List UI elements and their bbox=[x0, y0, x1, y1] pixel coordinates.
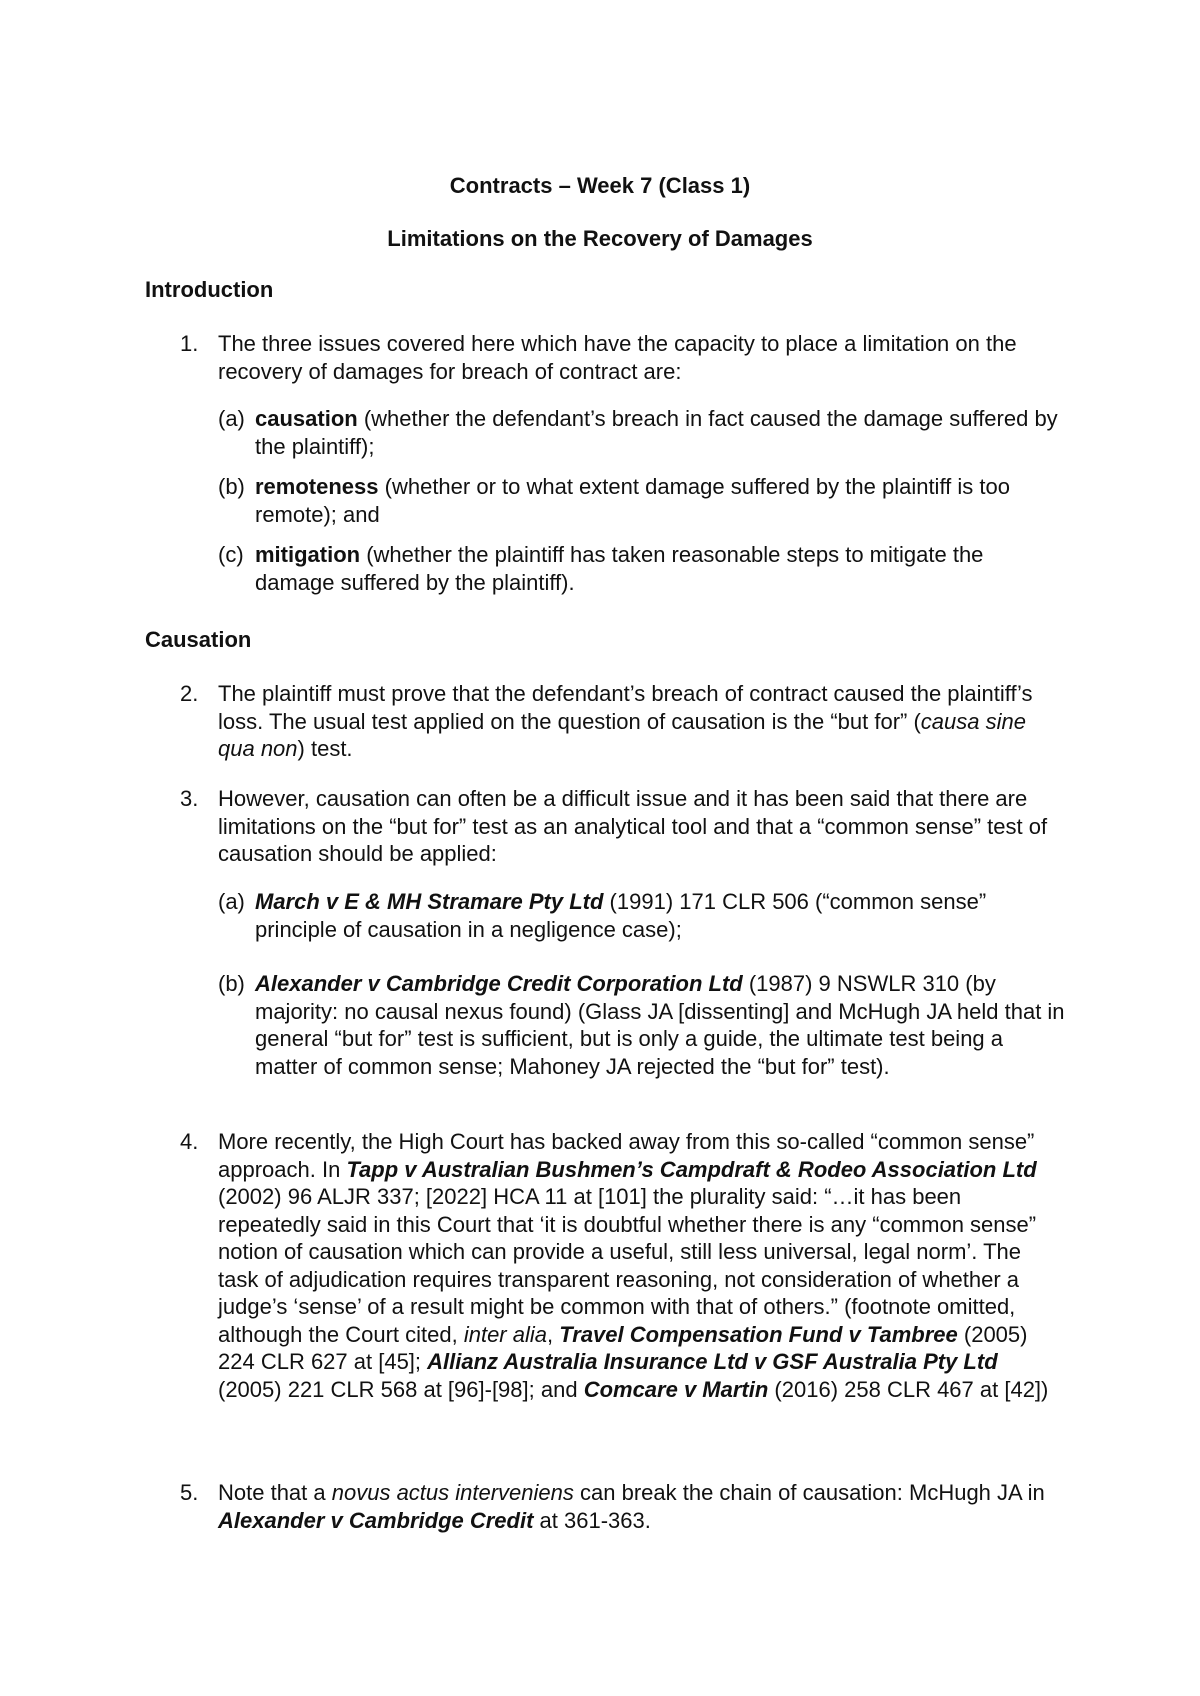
case-name: Alexander v Cambridge Credit bbox=[218, 1507, 534, 1533]
item-text: (whether the defendant’s breach in fact caused the damage suffered by the plaintiff); bbox=[255, 406, 1058, 459]
item-text: (whether the plaintiff has taken reasonable steps to mitigate the damage suffered by the plaintiff). bbox=[255, 542, 984, 595]
text-run: (2016) 258 CLR 467 at [42]) bbox=[768, 1376, 1049, 1402]
text-run: at 361-363. bbox=[533, 1507, 651, 1533]
item-label: (b) bbox=[218, 971, 245, 996]
item-label: (a) bbox=[218, 406, 245, 431]
case-name: Alexander v Cambridge Credit Corporation Ltd bbox=[255, 971, 743, 996]
paragraph-3: However, causation can often be a difficult issue and it has been said that there are limitations on the “but for” test as an analytical tool and that a “common sense” test of causation should be applied: bbox=[218, 786, 1048, 866]
case-name: Comcare v Martin bbox=[583, 1376, 769, 1402]
text-run: (2005) 221 CLR 568 at [96]-[98]; and bbox=[218, 1376, 584, 1402]
text-run: The plaintiff must prove that the defendant’s breach of contract caused the plaintiff’s loss. The usual test applied on the question of causation is the “but for” ( bbox=[218, 681, 1033, 734]
case-citation-alexander bbox=[255, 970, 1065, 1080]
paragraph-number: 5. bbox=[180, 1480, 199, 1505]
citation-text: (1987) 9 NSWLR 310 (by majority: no causal nexus found) (Glass JA [dissenting] and McHugh JA held that in general “but for” test is sufficient, but is only a guide, the ultimate test being a matter of common sense; Mahoney JA rejected the “but for” test). bbox=[255, 971, 1065, 1079]
latin-term: novus actus interveniens bbox=[331, 1480, 574, 1505]
list-item-causation bbox=[255, 405, 1065, 460]
document-subtitle: Limitations on the Recovery of Damages bbox=[387, 226, 813, 251]
text-run: , bbox=[546, 1321, 560, 1347]
paragraph-2 bbox=[218, 680, 1058, 763]
case-name: Allianz Australia Insurance Ltd v GSF Australia Pty Ltd bbox=[427, 1349, 998, 1374]
citation-text: (1991) 171 CLR 506 (“common sense” principle of causation in a negligence case); bbox=[255, 889, 987, 942]
case-name: March v E & MH Stramare Pty Ltd bbox=[255, 889, 604, 914]
term-causation: causation bbox=[255, 406, 358, 431]
latin-term: causa sine qua non bbox=[218, 708, 1026, 761]
term-remoteness: remoteness bbox=[255, 474, 379, 499]
paragraph-number: 3. bbox=[180, 786, 199, 811]
text-run: More recently, the High Court has backed away from this so-called “common sense” approach. In bbox=[218, 1129, 1035, 1182]
list-item-remoteness bbox=[255, 473, 1065, 528]
item-label: (c) bbox=[218, 542, 244, 567]
section-heading-causation: Causation bbox=[145, 627, 252, 652]
document-title: Contracts – Week 7 (Class 1) bbox=[449, 173, 751, 198]
section-heading-introduction: Introduction bbox=[145, 277, 274, 302]
paragraph-5 bbox=[218, 1479, 1058, 1534]
latin-term: inter alia bbox=[463, 1321, 547, 1347]
text-run: (2002) 96 ALJR 337; [2022] HCA 11 at [101] the plurality said: “…it has been repeatedly said in this Court that ‘it is doubtful whether there is any “common sense” notion of causation which can provide a useful, still less universal, legal norm’. The task of adjudication requires transparent reasoning, not consideration of whether a judge’s ‘sense’ of a result might be common with that of others.” (footnote omitted, although the Court cited, bbox=[218, 1184, 1037, 1347]
case-citation-march bbox=[255, 888, 1065, 943]
paragraph-number: 4. bbox=[180, 1129, 199, 1154]
case-name: Travel Compensation Fund v Tambree bbox=[559, 1321, 958, 1347]
text-run: ) test. bbox=[297, 736, 353, 761]
paragraph-4 bbox=[218, 1128, 1058, 1403]
text-run: Note that a bbox=[218, 1480, 332, 1505]
paragraph-1: The three issues covered here which have the capacity to place a limitation on the recovery of damages for breach of contract are: bbox=[218, 331, 1017, 384]
item-label: (b) bbox=[218, 474, 245, 499]
paragraph-number: 1. bbox=[180, 331, 199, 356]
text-run: (2005) 224 CLR 627 at [45]; bbox=[218, 1321, 1028, 1374]
list-item-mitigation bbox=[255, 541, 1065, 596]
text-run: can break the chain of causation: McHugh JA in bbox=[573, 1480, 1045, 1505]
item-label: (a) bbox=[218, 889, 245, 914]
paragraph-number: 2. bbox=[180, 681, 199, 706]
case-name: Tapp v Australian Bushmen’s Campdraft & Rodeo Association Ltd bbox=[346, 1156, 1037, 1182]
term-mitigation: mitigation bbox=[255, 542, 361, 567]
item-text: (whether or to what extent damage suffered by the plaintiff is too remote); and bbox=[255, 474, 1010, 527]
